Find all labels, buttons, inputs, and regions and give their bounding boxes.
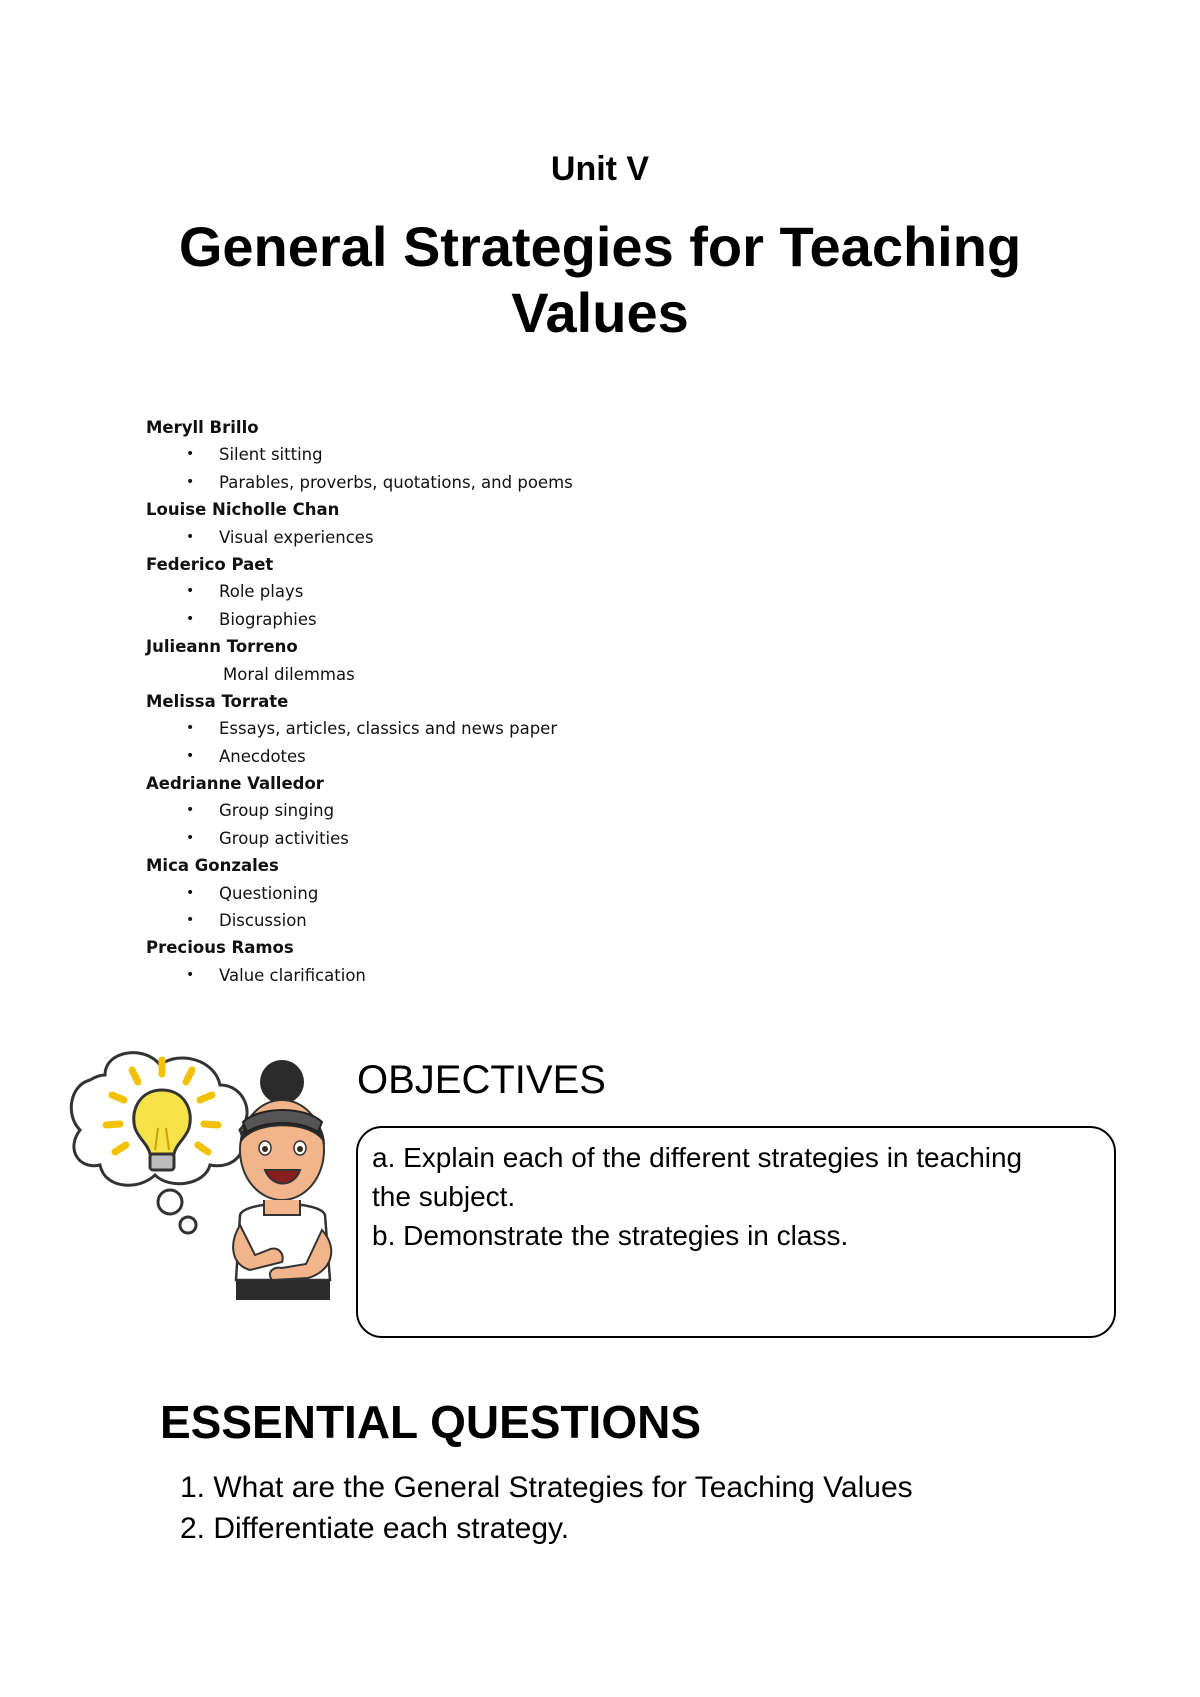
page-title xyxy=(150,214,1050,346)
list-item xyxy=(146,715,846,742)
bulb-base-icon xyxy=(150,1154,174,1170)
bullet-icon: • xyxy=(186,528,195,545)
list-item: Moral dilemmas xyxy=(223,664,355,684)
reporter-roster xyxy=(146,414,846,989)
reporter-name: Mica Gonzales xyxy=(146,856,279,876)
bullet-icon: • xyxy=(186,720,195,737)
essential-questions-title: ESSENTIAL QUESTIONS xyxy=(160,1396,702,1448)
title-line-2: Values xyxy=(511,281,689,344)
strategy-text: Group singing xyxy=(219,801,335,821)
reporter-name: Louise Nicholle Chan xyxy=(146,500,340,520)
roster-group xyxy=(146,551,846,633)
list-item xyxy=(146,606,846,633)
bullet-icon: • xyxy=(186,884,195,901)
strategy-text: Anecdotes xyxy=(219,746,306,766)
bullet-icon: • xyxy=(186,829,195,846)
roster-group xyxy=(146,633,846,688)
strategy-text: Parables, proverbs, quotations, and poems xyxy=(219,472,573,492)
strategy-text: Questioning xyxy=(219,883,319,903)
list-item xyxy=(146,743,846,770)
strategy-text: Biographies xyxy=(219,609,317,629)
hair-bun-icon xyxy=(260,1060,304,1104)
strategy-text: Value clarification xyxy=(219,965,366,985)
roster-group xyxy=(146,770,846,852)
reporter-name: Julieann Torreno xyxy=(146,637,298,657)
roster-group xyxy=(146,496,846,551)
list-item: 1. What are the General Strategies for Teaching Values xyxy=(180,1471,913,1504)
roster-group xyxy=(146,414,846,496)
strategy-text: Role plays xyxy=(219,582,304,602)
objectives-title: OBJECTIVES xyxy=(357,1058,606,1102)
list-item xyxy=(146,524,846,551)
bullet-icon: • xyxy=(186,912,195,929)
unit-label: Unit V xyxy=(550,150,650,188)
reporter-name: Federico Paet xyxy=(146,554,274,574)
reporter-name: Melissa Torrate xyxy=(146,691,289,711)
objective-line: b. Demonstrate the strategies in class. xyxy=(372,1220,849,1251)
list-item xyxy=(146,962,846,989)
objectives-box xyxy=(356,1126,1116,1338)
list-item xyxy=(146,907,846,934)
bullet-icon: • xyxy=(186,473,195,490)
strategy-text: Discussion xyxy=(219,911,307,931)
list-item xyxy=(146,441,846,468)
essential-questions-list xyxy=(180,1467,913,1549)
bullet-icon: • xyxy=(186,747,195,764)
bubble-dot-icon xyxy=(180,1217,196,1233)
strategy-text: Essays, articles, classics and news paper xyxy=(219,719,558,739)
reporter-name: Meryll Brillo xyxy=(146,418,259,437)
list-item xyxy=(146,578,846,605)
bullet-icon: • xyxy=(186,802,195,819)
bullet-icon: • xyxy=(186,610,195,627)
list-item xyxy=(146,880,846,907)
reporter-name: Precious Ramos xyxy=(146,938,294,958)
list-item: 2. Differentiate each strategy. xyxy=(180,1512,570,1545)
strategy-text: Silent sitting xyxy=(219,445,323,465)
objective-line: a. Explain each of the different strategies in teaching xyxy=(372,1142,1023,1173)
lightbulb-thinking-avatar-icon xyxy=(60,1040,340,1310)
roster-group xyxy=(146,934,846,989)
strategy-text: Visual experiences xyxy=(219,527,374,547)
bullet-icon: • xyxy=(186,966,195,983)
title-line-1: General Strategies for Teaching xyxy=(178,215,1022,278)
list-item xyxy=(146,825,846,852)
strategy-text: Group activities xyxy=(219,828,349,848)
objective-line: the subject. xyxy=(372,1181,516,1212)
bullet-icon: • xyxy=(186,446,195,463)
reporter-name: Aedrianne Valledor xyxy=(146,774,324,794)
roster-group xyxy=(146,852,846,934)
list-item xyxy=(146,797,846,824)
list-item xyxy=(146,469,846,496)
roster-group xyxy=(146,688,846,770)
bullet-icon: • xyxy=(186,583,195,600)
bubble-dot-icon xyxy=(158,1190,182,1214)
